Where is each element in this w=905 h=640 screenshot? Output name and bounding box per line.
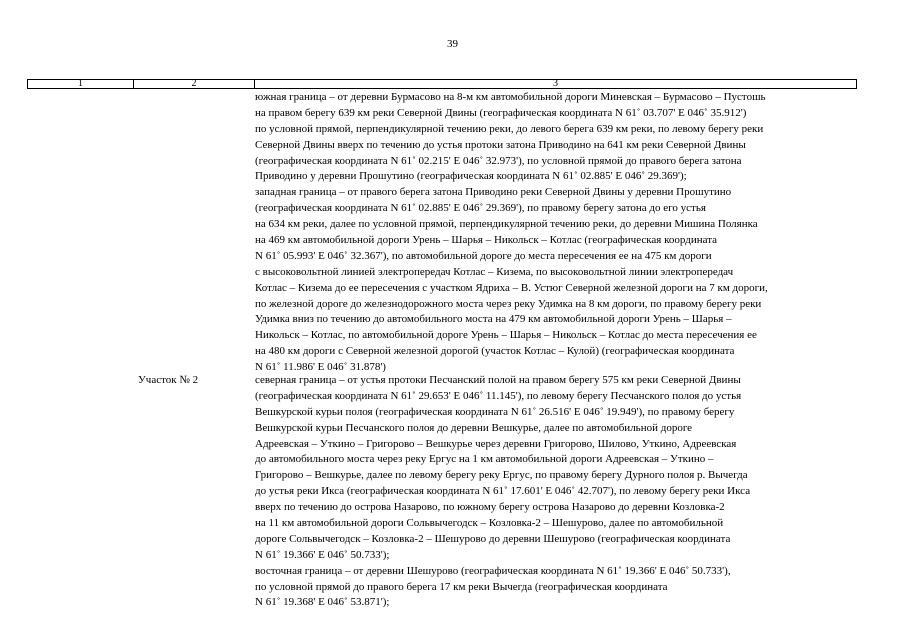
text-line: Приводино у деревни Прошутино (географическая координата N 61˚ 02.885' E 046˚ 29.369');	[255, 170, 687, 183]
text-line: N 61˚ 11.986' E 046˚ 31.878')	[255, 361, 386, 374]
header-col-1: 1	[28, 80, 134, 88]
text-line: Григорово – Вешкурье, далее по левому берегу реку Ергус, по правому берегу Дурного полоя р. Вычегда	[255, 469, 748, 482]
text-line: Вешкурской курьи Песчанского полоя до деревни Вешкурье, далее по автомобильной дороге	[255, 421, 693, 434]
text-line: до автомобильного моста через реку Ергус на 1 км автомобильной дороги Адреевская – Уткино –	[255, 453, 714, 466]
text-line: северная граница – от устья протоки Песчанский полой на правом берегу 575 км реки Северной Двины	[255, 374, 741, 386]
text-line: западная граница – от правого берега затона Приводино реки Северной Двины у деревни Прошутино	[255, 186, 732, 199]
section1-text	[255, 90, 768, 376]
header-col-3: 3	[553, 78, 558, 89]
text-line: на 634 км реки, далее по условной прямой, перпендикулярной течению реки, до деревни Мишина Полянка	[255, 218, 758, 231]
text-line: на 480 км дороги с Северной железной дорогой (участок Котлас – Кулой) (географическая координата	[255, 345, 735, 358]
text-line: на 469 км автомобильной дороги Урень – Шарья – Никольск – Котлас (географическая координата	[255, 234, 718, 247]
text-line: дороге Сольвычегодск – Козловка-2 – Шешурово до деревни Шешурово (географическая координата	[255, 532, 731, 545]
text-line: на правом берегу 639 км реки Северной Двины (географическая координата N 61˚ 03.707' E 046˚ 35.912')	[255, 106, 747, 119]
text-line: N 61˚ 19.368' E 046˚ 53.871');	[255, 596, 390, 609]
header-col-2: 2	[134, 80, 255, 88]
text-line: Северной Двины вверх по течению до устья протоки затона Приводино на 641 км реки Северной Двины	[255, 138, 746, 151]
section2-label: Участок № 2	[138, 374, 199, 386]
text-line: по условной прямой, перпендикулярной течению реки, до левого берега 639 км реки, по левому берегу реки	[255, 122, 764, 135]
text-line: (географическая координата N 61˚ 02.885' E 046˚ 29.369'), по правому берегу затона до его устья	[255, 202, 706, 215]
text-line: N 61˚ 19.366' E 046˚ 50.733');	[255, 548, 390, 561]
text-line: Удимка вниз по течению до автомобильного моста на 479 км автомобильной дороги Урень – Шарья –	[255, 313, 732, 326]
text-line: вверх по течению до острова Назарово, по южному берегу острова Назарово до деревни Козловка-2	[255, 501, 725, 514]
text-line: Никольск – Котлас, по автомобильной дороге Урень – Шарья – Никольск – Котлас до места пересечения ее	[255, 329, 757, 342]
text-line: по железной дороге до железнодорожного моста через реку Удимка на 8 км дороги, по правому берегу реки	[255, 297, 762, 310]
text-line: до устья реки Икса (географическая координата N 61˚ 17.601' E 046˚ 42.707'), по левому берегу реки Икса	[255, 485, 751, 498]
page-number: 39	[447, 38, 458, 50]
text-line: южная граница – от деревни Бурмасово на 8-м км автомобильной дороги Миневская – Бурмасово – Пустошь	[255, 91, 766, 103]
text-line: восточная граница – от деревни Шешурово (географическая координата N 61˚ 19.366' E 046˚ 50.733'),	[255, 564, 731, 577]
text-line: Котлас – Кизема до ее пересечения с участком Ядриха – В. Устюг Северной железной дороги на 7 км дороги,	[255, 281, 768, 294]
text-line: Адреевская – Уткино – Григорово – Вешкурье через деревни Григорово, Шилово, Уткино, Адреевская	[255, 437, 737, 450]
text-line: (географическая координата N 61˚ 02.215' E 046˚ 32.973'), по условной прямой до правого берега затона	[255, 154, 742, 167]
text-line: N 61˚ 05.993' E 046˚ 32.367'), по автомобильной дороге до места пересечения ее на 475 км дороги	[255, 249, 712, 262]
text-line: на 11 км автомобильной дороги Сольвычегодск – Козловка-2 – Шешурово, далее по автомобильной	[255, 517, 724, 530]
text-line: с высоковольтной линией электропередач Котлас – Кизема, по высоковольтной линии электропередач	[255, 265, 734, 278]
text-line: по условной прямой до правого берега 17 км реки Вычегда (географическая координата	[255, 580, 668, 593]
section2-text	[255, 373, 750, 611]
text-line: (географическая координата N 61˚ 29.653' E 046˚ 11.145'), по левому берегу Песчанского полоя до устья	[255, 389, 742, 402]
text-line: Вешкурской курьи полоя (географическая координата N 61˚ 26.516' E 046˚ 19.949'), по правому берегу	[255, 405, 735, 418]
table-header-row	[27, 79, 857, 89]
